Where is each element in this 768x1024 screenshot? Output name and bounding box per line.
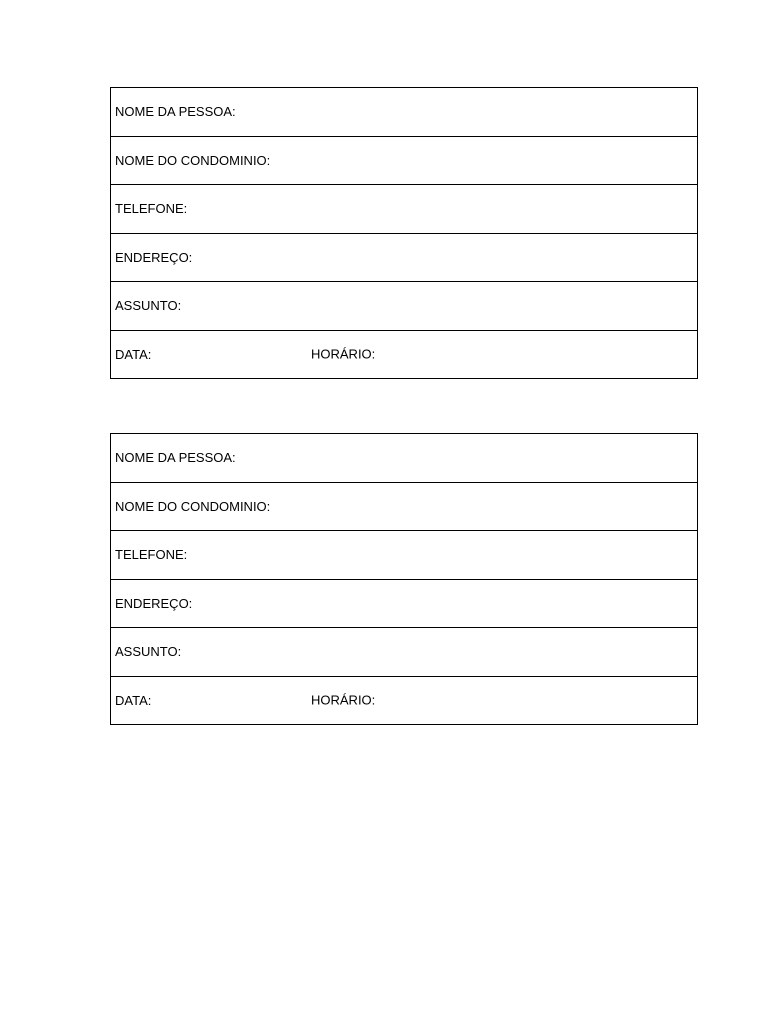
contact-form-2 — [110, 433, 698, 725]
address-label: ENDEREÇO: — [115, 595, 193, 611]
form-row-subject — [111, 282, 698, 331]
person-name-label: NOME DA PESSOA: — [115, 450, 236, 466]
person-name-field[interactable] — [111, 434, 698, 483]
form-row-person-name — [111, 434, 698, 483]
person-name-field[interactable] — [111, 88, 698, 137]
subject-label: ASSUNTO: — [115, 644, 182, 660]
form-row-phone — [111, 185, 698, 234]
address-field[interactable] — [111, 233, 698, 282]
form-row-phone — [111, 531, 698, 580]
form-row-person-name — [111, 88, 698, 137]
time-label: HORÁRIO: — [311, 692, 376, 708]
form-row-subject — [111, 628, 698, 677]
address-label: ENDEREÇO: — [115, 249, 193, 265]
phone-field[interactable] — [111, 531, 698, 580]
condo-name-label: NOME DO CONDOMINIO: — [115, 498, 271, 514]
phone-label: TELEFONE: — [115, 201, 188, 217]
form-row-date-time — [111, 330, 698, 379]
condo-name-field[interactable] — [111, 482, 698, 531]
contact-form-1 — [110, 87, 698, 379]
subject-field[interactable] — [111, 628, 698, 677]
person-name-label: NOME DA PESSOA: — [115, 104, 236, 120]
date-time-field[interactable] — [111, 330, 698, 379]
subject-label: ASSUNTO: — [115, 298, 182, 314]
time-label: HORÁRIO: — [311, 346, 376, 362]
form-row-condo-name — [111, 482, 698, 531]
form-row-condo-name — [111, 136, 698, 185]
date-label: DATA: — [115, 346, 152, 362]
phone-label: TELEFONE: — [115, 547, 188, 563]
date-label: DATA: — [115, 692, 152, 708]
condo-name-field[interactable] — [111, 136, 698, 185]
subject-field[interactable] — [111, 282, 698, 331]
address-field[interactable] — [111, 579, 698, 628]
form-row-date-time — [111, 676, 698, 725]
form-row-address — [111, 579, 698, 628]
phone-field[interactable] — [111, 185, 698, 234]
form-row-address — [111, 233, 698, 282]
condo-name-label: NOME DO CONDOMINIO: — [115, 152, 271, 168]
date-time-field[interactable] — [111, 676, 698, 725]
